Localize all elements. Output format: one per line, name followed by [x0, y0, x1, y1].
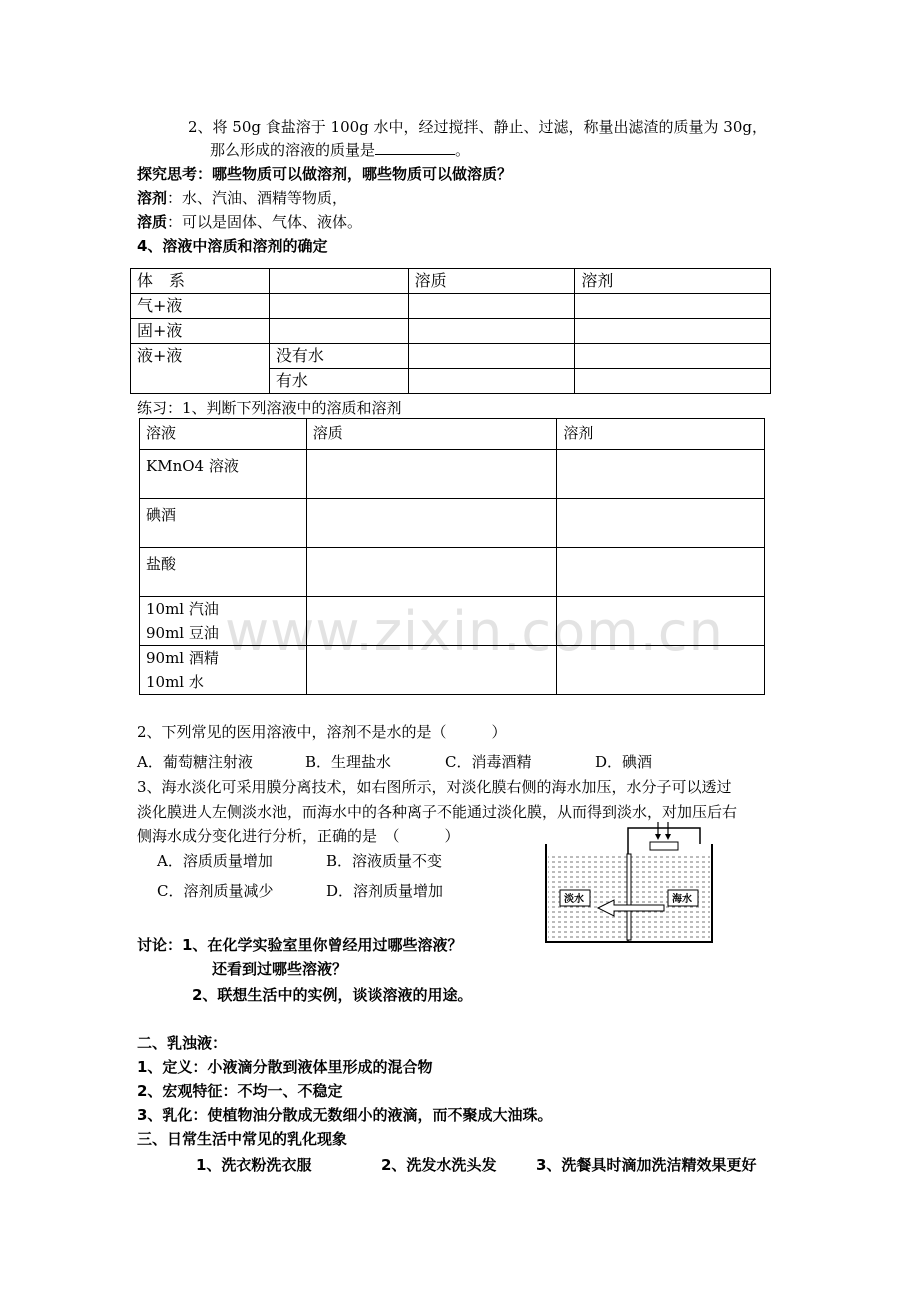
table-row [140, 646, 765, 695]
practice-title: 练习：1、判断下列溶液中的溶质和溶剂 [137, 399, 402, 417]
solution-name: 碘酒 [146, 506, 177, 524]
solvent-text: ：水、汽油、酒精等物质， [167, 189, 348, 207]
section4-title: 4、溶液中溶质和溶剂的确定 [137, 237, 328, 255]
table-row [131, 269, 771, 294]
q3-line1: 3、海水淡化可采用膜分离技术，如右图所示，对淡化膜右侧的海水加压，水分子可以透过 [137, 778, 732, 796]
table-cell: 固+液 [131, 319, 270, 344]
table-cell [408, 369, 575, 394]
solution-name-2: 90ml 豆油 [146, 624, 219, 642]
q2b-option-c: C．消毒酒精 [445, 753, 532, 771]
q2b-option-b: B．生理盐水 [305, 753, 392, 771]
q2b-option-a: A．葡萄糖注射液 [137, 753, 253, 771]
daily-item-1: 1、洗衣粉洗衣服 [196, 1156, 312, 1174]
table-cell [557, 646, 765, 695]
table-header: 体 系 [131, 269, 270, 294]
table-cell: 气+液 [131, 294, 270, 319]
emulsion-item-3: 3、乳化：使植物油分散成无数细小的液滴，而不聚成大油珠。 [137, 1106, 553, 1124]
table-cell [306, 499, 557, 548]
q3-line3: 侧海水成分变化进行分析，正确的是 （ ） [137, 827, 460, 845]
emulsion-item-2: 2、宏观特征：不均一、不稳定 [137, 1082, 343, 1100]
q3-line2: 淡化膜进人左侧淡水池，而海水中的各种离子不能通过淡化膜，从而得到淡水，对加压后右 [137, 803, 738, 821]
table-header: 溶质 [408, 269, 575, 294]
solute-label: 溶质 [137, 213, 168, 231]
table-cell [140, 646, 307, 695]
solute-line [137, 211, 362, 232]
table-cell [306, 646, 557, 695]
table-cell [557, 597, 765, 646]
table-cell [140, 548, 307, 597]
solvent-label: 溶剂 [137, 189, 168, 207]
q3-option-c: C．溶剂质量减少 [157, 882, 274, 900]
solute-solvent-table [130, 268, 771, 394]
pressure-arrow-head [655, 834, 661, 840]
solvent-line [137, 187, 347, 208]
table-header: 溶质 [306, 419, 557, 450]
table-cell [408, 344, 575, 369]
table-row [131, 319, 771, 344]
table-cell [408, 319, 575, 344]
q2-line2-end: 。 [455, 141, 471, 159]
table-row [140, 450, 765, 499]
table-cell [575, 344, 771, 369]
table-cell [306, 597, 557, 646]
q2-line1: 2、将 50g 食盐溶于 100g 水中，经过搅拌、静止、过滤，称量出滤渣的质量为 30g， [188, 118, 767, 136]
watermark: www.zixin.com.cn [225, 600, 724, 663]
table-cell [575, 369, 771, 394]
discuss-line3: 2、联想生活中的实例，谈谈溶液的用途。 [192, 986, 473, 1004]
solution-name-2: 10ml 水 [146, 673, 204, 691]
q2b-option-d: D．碘酒 [595, 753, 653, 771]
solute-text: ：可以是固体、气体、液体。 [167, 213, 363, 231]
emulsion-title: 二、乳浊液： [137, 1034, 228, 1052]
table-header: 溶剂 [575, 269, 771, 294]
q2-line2-text: 那么形成的溶液的质量是 [210, 141, 376, 159]
table-cell [575, 294, 771, 319]
solution-name: 90ml 酒精 [146, 649, 219, 667]
discuss-line1: 讨论：1、在化学实验室里你曾经用过哪些溶液？ [137, 936, 463, 954]
table-cell [557, 548, 765, 597]
daily-item-3: 3、洗餐具时滴加洗洁精效果更好 [536, 1156, 757, 1174]
table-cell: 有水 [269, 369, 408, 394]
fresh-water-label: 淡水 [564, 894, 584, 905]
table-row [140, 597, 765, 646]
daily-item-2: 2、洗发水洗头发 [381, 1156, 497, 1174]
solution-name: 10ml 汽油 [146, 600, 219, 618]
daily-title: 三、日常生活中常见的乳化现象 [137, 1130, 348, 1148]
table-cell: 液+液 [131, 344, 270, 394]
pressure-arrow-head [665, 834, 671, 840]
table-cell: 没有水 [269, 344, 408, 369]
explore-question: 探究思考：哪些物质可以做溶剂，哪些物质可以做溶质？ [137, 165, 513, 183]
q3-option-b: B．溶液质量不变 [326, 852, 443, 870]
table-row [140, 419, 765, 450]
q2-line2 [210, 139, 470, 160]
table-cell [269, 319, 408, 344]
table-cell [408, 294, 575, 319]
table-cell [140, 597, 307, 646]
table-row [140, 499, 765, 548]
table-cell [269, 294, 408, 319]
desalination-diagram [540, 820, 720, 946]
table-cell [140, 499, 307, 548]
emulsion-item-1: 1、定义：小液滴分散到液体里形成的混合物 [137, 1058, 433, 1076]
q2b-stem: 2、下列常见的医用溶液中，溶剂不是水的是（ ） [137, 723, 507, 741]
table-cell [557, 450, 765, 499]
solution-name: KMnO4 溶液 [146, 457, 239, 475]
answer-blank [375, 140, 455, 155]
table-cell [557, 499, 765, 548]
piston [650, 842, 678, 850]
membrane [627, 854, 631, 940]
q3-option-d: D．溶剂质量增加 [326, 882, 444, 900]
table-header: 溶液 [140, 419, 307, 450]
table-cell [306, 548, 557, 597]
table-cell [575, 319, 771, 344]
table-row [131, 344, 771, 369]
discuss-line2: 还看到过哪些溶液？ [212, 960, 348, 978]
table-header [269, 269, 408, 294]
table-cell [140, 450, 307, 499]
practice-table [139, 418, 765, 695]
table-cell [306, 450, 557, 499]
solution-name: 盐酸 [146, 555, 177, 573]
table-row [131, 294, 771, 319]
table-row [140, 548, 765, 597]
q3-option-a: A．溶质质量增加 [157, 852, 273, 870]
sea-water-label: 海水 [672, 894, 692, 905]
table-header: 溶剂 [557, 419, 765, 450]
